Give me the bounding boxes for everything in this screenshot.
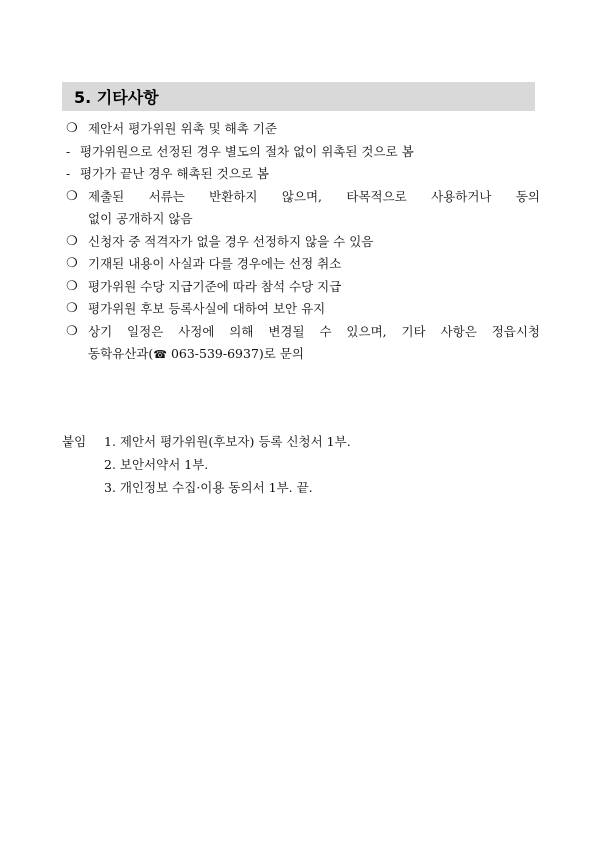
list-item	[62, 298, 542, 321]
attachment-row	[62, 430, 351, 453]
list-item	[62, 253, 542, 276]
circle-bullet-icon: ❍	[66, 188, 78, 204]
section-header	[62, 82, 535, 111]
item-text: 기재된 내용이 사실과 다를 경우에는 선정 취소	[88, 256, 342, 271]
item-text-continued: 없이 공개하지 않음	[88, 211, 193, 226]
circle-bullet-icon: ❍	[66, 256, 78, 271]
dash-bullet: -	[66, 143, 71, 159]
circle-bullet-icon: ❍	[66, 121, 78, 136]
circle-bullet-icon: ❍	[66, 233, 78, 249]
circle-bullet-icon: ❍	[66, 323, 78, 339]
notice-list	[62, 118, 542, 367]
circle-bullet-icon: ❍	[66, 301, 78, 316]
attachment-item: 2. 보안서약서 1부.	[104, 457, 209, 472]
attachment-row	[62, 453, 351, 476]
section-title: 5. 기타사항	[74, 88, 159, 107]
phone-icon: ☎	[153, 348, 167, 361]
item-text: 제안서 평가위원 위촉 및 해촉 기준	[88, 121, 277, 136]
item-text: 신청자 중 적격자가 없을 경우 선정하지 않을 수 있음	[88, 233, 374, 249]
item-text: 평가위원 후보 등록사실에 대하여 보안 유지	[88, 301, 326, 316]
circle-bullet-icon: ❍	[66, 278, 78, 294]
attachment-item: 3. 개인정보 수집·이용 동의서 1부. 끝.	[104, 480, 313, 495]
list-item	[62, 276, 542, 299]
list-item	[62, 321, 542, 367]
list-item	[62, 141, 542, 164]
contact-suffix: )로 문의	[258, 346, 304, 361]
item-text: 평가가 끝난 경우 해촉된 것으로 봄	[80, 166, 269, 181]
attachments	[62, 430, 351, 499]
contact-prefix: 동학유산과(	[88, 346, 154, 361]
list-item	[62, 118, 542, 141]
contact-phone: 063-539-6937	[166, 346, 259, 361]
dash-bullet: -	[66, 166, 71, 181]
attachment-row	[62, 476, 351, 499]
item-text: 상기 일정은 사정에 의해 변경될 수 있으며, 기타 사항은 정읍시청	[88, 323, 540, 339]
attachment-label: 붙임	[62, 434, 87, 449]
attachment-item: 1. 제안서 평가위원(후보자) 등록 신청서 1부.	[104, 434, 351, 449]
item-text: 제출된 서류는 반환하지 않으며, 타목적으로 사용하거나 동의	[88, 188, 540, 204]
list-item	[62, 231, 542, 254]
list-item	[62, 163, 542, 186]
item-text: 평가위원 수당 지급기준에 따라 참석 수당 지급	[88, 278, 342, 294]
list-item	[62, 186, 542, 231]
contact-line	[82, 343, 540, 367]
item-text: 평가위원으로 선정된 경우 별도의 절차 없이 위촉된 것으로 봄	[80, 143, 414, 159]
